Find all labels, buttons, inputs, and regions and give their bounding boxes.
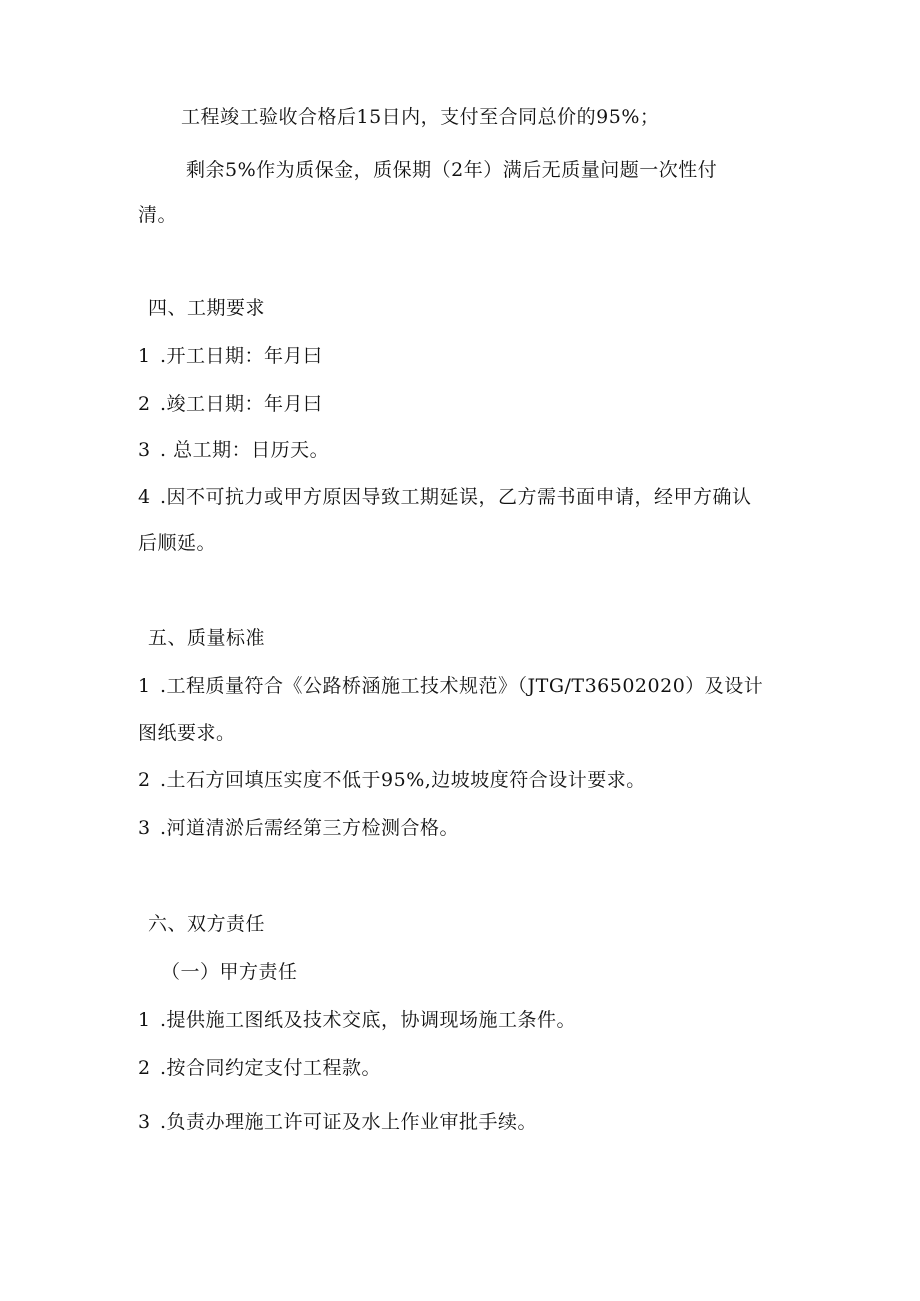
item-number: 2 [138, 1057, 151, 1079]
item-number: 1 [138, 675, 151, 697]
responsibility-item [138, 1109, 537, 1135]
item-text: .河道清淤后需经第三方检测合格。 [160, 817, 460, 839]
quality-item-cont: 图纸要求。 [138, 722, 236, 744]
quality-item [138, 815, 459, 841]
schedule-item [138, 437, 329, 463]
item-text: .土石方回填压实度不低于95%,边坡坡度符合设计要求。 [160, 769, 646, 791]
item-text: .负责办理施工许可证及水上作业审批手续。 [160, 1111, 538, 1133]
item-text: .工程质量符合《公路桥涵施工技术规范》（JTG/T36502020）及设计 [160, 675, 764, 697]
item-text: .竣工日期：年月曰 [160, 393, 323, 415]
item-number: 2 [138, 393, 151, 415]
item-number: 3 [138, 1111, 151, 1133]
section-heading-quality: 五、质量标准 [148, 627, 266, 649]
item-number: 1 [138, 345, 151, 367]
subsection-heading-party-a: （一）甲方责任 [161, 961, 298, 983]
item-number: 3 [138, 439, 151, 461]
item-number: 4 [138, 486, 151, 508]
quality-item [138, 767, 646, 793]
schedule-item [138, 391, 323, 417]
payment-clause-retention-cont: 清。 [138, 204, 178, 226]
section-heading-schedule: 四、工期要求 [148, 297, 266, 319]
schedule-item [138, 484, 752, 510]
item-text: .因不可抗力或甲方原因导致工期延误，乙方需书面申请，经甲方确认 [160, 486, 752, 508]
item-text: . 总工期：日历天。 [160, 439, 330, 461]
schedule-item-cont: 后顺延。 [138, 532, 217, 554]
item-text: .开工日期：年月曰 [160, 345, 323, 367]
quality-item [138, 673, 763, 699]
item-text: .按合同约定支付工程款。 [160, 1057, 382, 1079]
payment-clause-final-acceptance: 工程竣工验收合格后15日内，支付至合同总价的95%； [181, 106, 660, 128]
item-number: 3 [138, 817, 151, 839]
payment-clause-retention: 剩余5%作为质保金，质保期（2年）满后无质量问题一次性付 [186, 159, 718, 181]
schedule-item [138, 343, 323, 369]
item-text: .提供施工图纸及技术交底，协调现场施工条件。 [160, 1009, 577, 1031]
item-number: 2 [138, 769, 151, 791]
section-heading-responsibilities: 六、双方责任 [148, 913, 266, 935]
responsibility-item [138, 1055, 381, 1081]
responsibility-item [138, 1007, 576, 1033]
item-number: 1 [138, 1009, 151, 1031]
